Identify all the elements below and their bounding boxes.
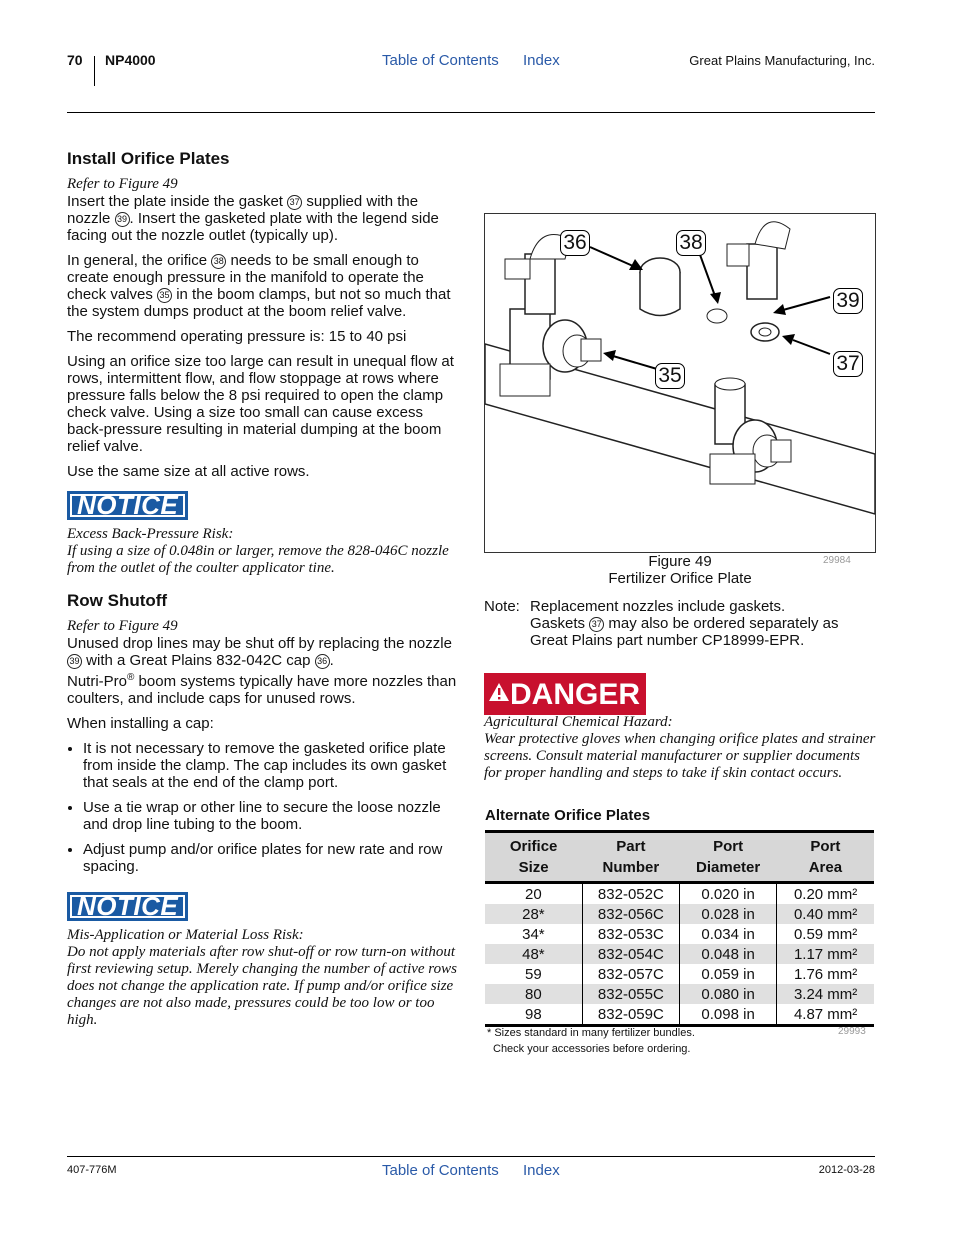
- figure-art-id: 29984: [823, 555, 851, 566]
- list-item: • It is not necessary to remove the gasketed orifice plate from inside the clamp. The cap includes its own gasket that seals at the end of the clamp port.: [83, 740, 457, 791]
- column-header: Orifice Size: [485, 833, 582, 883]
- footer-rule: [67, 1156, 875, 1157]
- callout-ref-39: 39: [67, 654, 82, 669]
- warning-triangle-icon: [488, 676, 510, 710]
- table-footnote: * Sizes standard in many fertilizer bundles. Check your accessories before ordering.: [487, 1027, 695, 1055]
- install-paragraph-2: In general, the orifice 38 needs to be small enough to create enough pressure in the manifold to operate the check valves 35 in the boom clamps, but not so much that the system dumps product at the boom relief valve.: [67, 252, 451, 320]
- danger-title: Agricultural Chemical Hazard:: [484, 714, 673, 730]
- column-header: Part Number: [582, 833, 679, 883]
- figure-49-frame: [484, 213, 876, 553]
- install-paragraph-1: Insert the plate inside the gasket 37 supplied with the nozzle 39 . Insert the gasketed plate with the legend side facing out the nozzle outlet (typically up).: [67, 193, 439, 244]
- header-divider: [94, 56, 95, 86]
- danger-badge: DANGER: [484, 673, 646, 715]
- figure-number: Figure 49: [648, 553, 712, 570]
- callout-39: 39: [833, 288, 863, 314]
- footer-index-link[interactable]: Index: [523, 1162, 560, 1179]
- notice-badge-2: NOTICE: [67, 892, 188, 921]
- section-title-install: Install Orifice Plates: [67, 149, 230, 168]
- notice-badge-1: NOTICE: [67, 491, 188, 520]
- install-paragraph-3: The recommend operating pressure is: 15 to 40 psi: [67, 328, 407, 345]
- column-header: Port Diameter: [680, 833, 777, 883]
- table-row: 34* 832-053C 0.034 in 0.59 mm²: [485, 924, 874, 944]
- shutoff-paragraph-1: Unused drop lines may be shut off by replacing the nozzle 39 with a Great Plains 832-042C cap 36 . Nutri-Pro® boom systems typically have more nozzles than coulters, and include caps for unused rows.: [67, 635, 457, 707]
- note-label: Note:: [484, 598, 520, 615]
- danger-text: Wear protective gloves when changing orifice plates and strainer screens. Consult material manufacturer or supplier documents for proper handling and steps to take if skin contact occurs.: [484, 731, 876, 781]
- callout-ref-39: 39: [115, 212, 130, 227]
- callout-ref-37: 37: [287, 195, 302, 210]
- callout-38: 38: [676, 230, 706, 256]
- company-name: Great Plains Manufacturing, Inc.: [689, 53, 875, 68]
- list-item: • Use a tie wrap or other line to secure the loose nozzle and drop line tubing to the boom.: [83, 799, 457, 833]
- callout-35: 35: [655, 363, 685, 389]
- danger-text-block: [484, 714, 876, 782]
- install-paragraph-4: Using an orifice size too large can result in unequal flow at rows, intermittent flow, and flow stoppage at rows where pressure falls below the 8 psi required to open the clamp check valve. Using a size too small can cause excess back-pressure resulting in material dumping at the boom relief valve.: [67, 353, 454, 455]
- notice-1-title: Excess Back-Pressure Risk:: [67, 526, 234, 542]
- doc-number: 407-776M: [67, 1164, 117, 1176]
- orifice-table-wrap: [485, 830, 874, 1027]
- header-rule: [67, 112, 875, 113]
- table-row: 48* 832-054C 0.048 in 1.17 mm²: [485, 944, 874, 964]
- footer-toc-link[interactable]: Table of Contents: [382, 1162, 499, 1179]
- callout-36: 36: [560, 230, 590, 256]
- table-row: 80 832-055C 0.080 in 3.24 mm²: [485, 984, 874, 1004]
- callout-37: 37: [833, 351, 863, 377]
- left-column: [67, 150, 457, 1029]
- figure-title: Fertilizer Orifice Plate: [608, 570, 752, 587]
- section-title-row-shutoff: Row Shutoff: [67, 591, 168, 610]
- notice-1-text: If using a size of 0.048in or larger, remove the 828-046C nozzle from the outlet of the coulter applicator tine.: [67, 543, 449, 576]
- column-header: Port Area: [777, 833, 874, 883]
- refer-figure-install: Refer to Figure 49: [67, 176, 178, 192]
- header-index-link[interactable]: Index: [523, 52, 560, 69]
- callout-ref-38: 38: [211, 254, 226, 269]
- orifice-table: [485, 833, 874, 1027]
- shutoff-bullet-list: [67, 740, 457, 875]
- list-item: • Adjust pump and/or orifice plates for new rate and row spacing.: [83, 841, 457, 875]
- figure-caption: [484, 553, 876, 587]
- notice-2-text: Do not apply materials after row shut-off or row turn-on without first reviewing setup. Merely changing the number of active rows does not change the application rate. If pump and/or orifice size changes are not also made, pressures could be too low or too high.: [67, 944, 457, 1028]
- table-row: 28* 832-056C 0.028 in 0.40 mm²: [485, 904, 874, 924]
- note-line-2: Gaskets 37 may also be ordered separately as Great Plains part number CP18999-EPR.: [530, 615, 839, 649]
- model-name: NP4000: [105, 52, 156, 68]
- table-row: 20 832-052C 0.020 in 0.20 mm²: [485, 883, 874, 905]
- table-row: 59 832-057C 0.059 in 1.76 mm²: [485, 964, 874, 984]
- note-line-1: Replacement nozzles include gaskets.: [530, 598, 786, 615]
- table-art-id: 29993: [838, 1026, 866, 1037]
- install-paragraph-5: Use the same size at all active rows.: [67, 463, 310, 480]
- callout-ref-36: 36: [315, 654, 330, 669]
- table-row: 98 832-059C 0.098 in 4.87 mm²: [485, 1004, 874, 1026]
- doc-date: 2012-03-28: [818, 1164, 875, 1176]
- note-block: [484, 598, 876, 649]
- page-number: 70: [67, 52, 83, 68]
- notice-2-title: Mis-Application or Material Loss Risk:: [67, 927, 304, 943]
- callout-ref-37: 37: [589, 617, 604, 632]
- callout-ref-35: 35: [157, 288, 172, 303]
- header-toc-link[interactable]: Table of Contents: [382, 52, 499, 69]
- refer-figure-shutoff: Refer to Figure 49: [67, 618, 178, 634]
- table-title: Alternate Orifice Plates: [485, 807, 651, 824]
- shutoff-paragraph-2: When installing a cap:: [67, 715, 214, 732]
